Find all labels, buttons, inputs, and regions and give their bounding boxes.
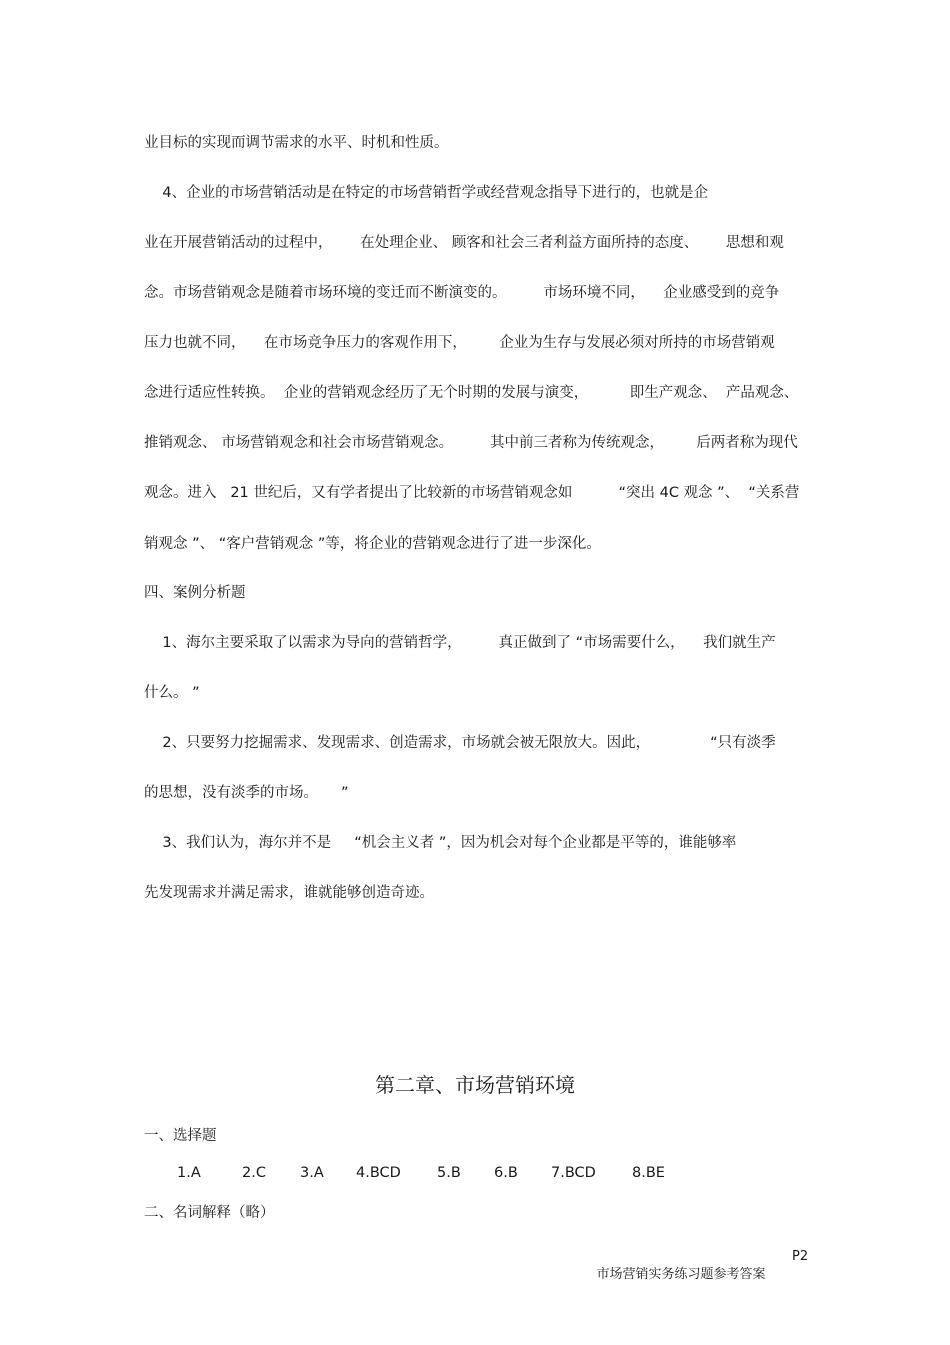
answer-item: 5.B (437, 1165, 461, 1181)
page-footer (580, 1248, 809, 1320)
text-line: 业目标的实现而调节需求的水平、时机和性质。 (144, 135, 449, 151)
text-line: 念进行适应性转换。 企业的营销观念经历了无个时期的发展与演变， 即生产观念、 产品观念、 (144, 385, 799, 401)
section-heading-terms: 二、名词解释（略） (144, 1205, 275, 1221)
section-heading: 四、案例分析题 (144, 585, 246, 601)
text-line: 的思想，没有淡季的市场。 ” (144, 785, 349, 801)
text-line: 2、只要努力挖掘需求、发现需求、创造需求，市场就会被无限放大。因此， “只有淡季 (144, 735, 776, 751)
answer-item: 6.B (494, 1165, 518, 1181)
text-line: 先发现需求并满足需求，谁就能够创造奇迹。 (144, 885, 434, 901)
answer-item: 3.A (300, 1165, 324, 1181)
page-number: P2 (792, 1249, 809, 1264)
answer-item: 8.BE (632, 1165, 665, 1181)
text-line: 4、企业的市场营销活动是在特定的市场营销哲学或经营观念指导下进行的，也就是企 (144, 185, 709, 201)
answer-item: 1.A (177, 1165, 201, 1181)
section-heading-choice: 一、选择题 (144, 1128, 217, 1144)
text-line: 1、海尔主要采取了以需求为导向的营销哲学， 真正做到了 “市场需要什么， 我们就生产 (144, 635, 776, 651)
footer-title: 市场营销实务练习题参考答案 (596, 1267, 766, 1282)
text-line: 压力也就不同， 在市场竞争压力的客观作用下， 企业为生存与发展必须对所持的市场营销观 (144, 335, 775, 351)
text-line: 业在开展营销活动的过程中， 在处理企业、 顾客和社会三者利益方面所持的态度、 思想和观 (144, 235, 784, 251)
answer-item: 2.C (242, 1165, 266, 1181)
text-line: 3、我们认为，海尔并不是 “机会主义者 ”，因为机会对每个企业都是平等的，谁能够率 (144, 835, 737, 851)
text-line: 销观念 ”、 “客户营销观念 ”等，将企业的营销观念进行了进一步深化。 (144, 536, 601, 552)
chapter-title: 第二章、市场营销环境 (375, 1073, 575, 1097)
text-line: 观念。进入 21 世纪后，又有学者提出了比较新的市场营销观念如 “突出 4C 观念 ”、 “关系营 (144, 485, 800, 501)
text-line: 推销观念、 市场营销观念和社会市场营销观念。 其中前三者称为传统观念， 后两者称为现代 (144, 435, 798, 451)
text-line: 什么。 ” (144, 685, 200, 701)
answer-item: 4.BCD (356, 1165, 401, 1181)
answer-item: 7.BCD (551, 1165, 596, 1181)
text-line: 念。市场营销观念是随着市场环境的变迁而不断演变的。 市场环境不同， 企业感受到的竞争 (144, 285, 780, 301)
